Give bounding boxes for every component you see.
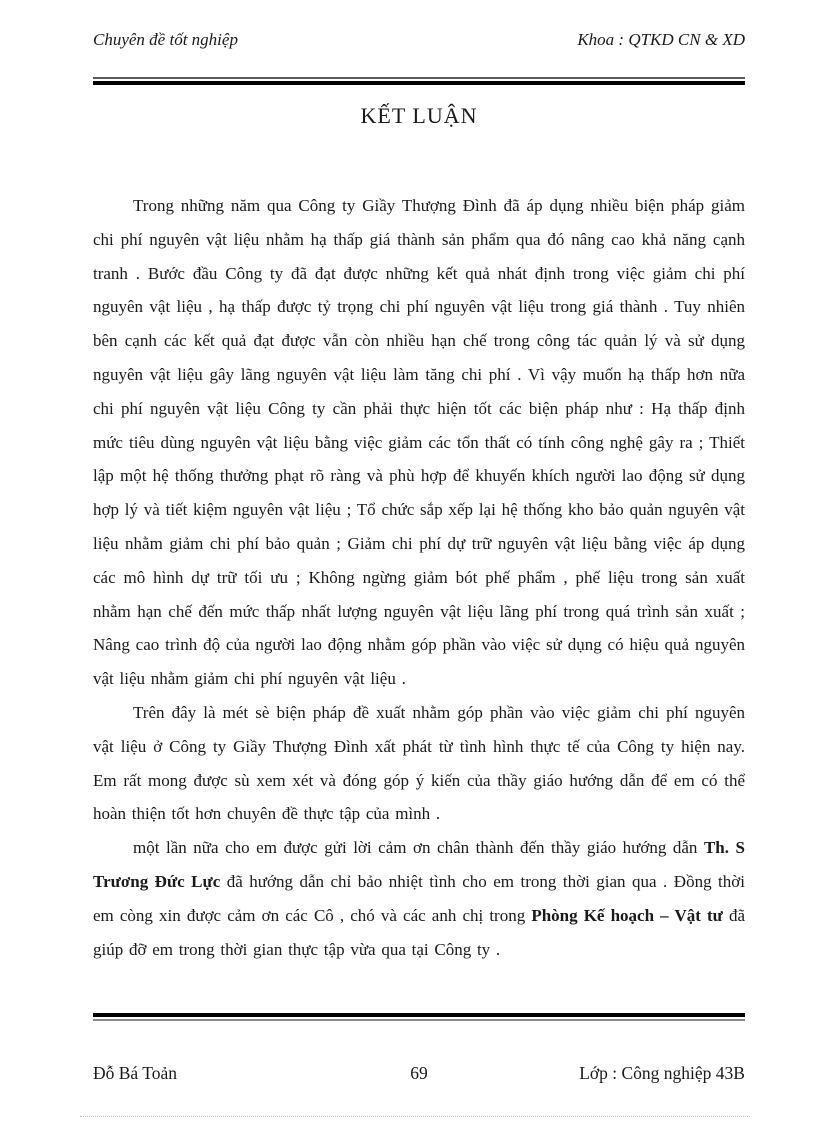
text-segment: một lần nữa cho em được gửi lời cảm ơn chân thành đến thầy giáo hướng dẫn bbox=[133, 838, 704, 858]
bold-text-segment: Phòng Kế hoạch – Vật tư bbox=[531, 905, 723, 925]
page-content bbox=[93, 0, 745, 966]
header-left-text: Chuyên đề tốt nghiệp bbox=[93, 30, 238, 49]
footer-rule bbox=[93, 1013, 745, 1021]
page-header bbox=[93, 30, 745, 50]
footer-page-number: 69 bbox=[410, 1063, 428, 1083]
bottom-edge-line bbox=[80, 1116, 750, 1117]
text-segment: Trên đây là mét sè biện pháp đề xuất nhằm góp phần vào việc giảm chi phí nguyên vật liệu ở Công ty Giầy Thượng Đình xất phát từ tình hình thực tế của Công ty hiện nay. Em rất mong được sù xem xét và đóng góp ý kiến của thầy giáo hướng dẫn để em có thể hoàn thiện tốt hơn chuyên đề thực tập của mình . bbox=[93, 702, 745, 824]
page-title: KẾT LUẬN bbox=[360, 103, 478, 128]
footer-row bbox=[93, 1063, 745, 1084]
text-segment: đã giúp đỡ em trong thời gian thực tập vừa qua tại Công ty . bbox=[93, 905, 745, 959]
document-body bbox=[93, 189, 745, 966]
body-paragraph bbox=[93, 831, 745, 966]
header-right-text: Khoa : QTKD CN & XD bbox=[577, 30, 745, 49]
page-footer bbox=[93, 1013, 745, 1084]
body-paragraph bbox=[93, 189, 745, 696]
text-segment: đã hướng dẫn chỉ bảo nhiệt tình cho em trong thời gian qua . Đồng thời em còng xin được cảm ơn các Cô , chó và các anh chị trong bbox=[93, 871, 745, 925]
footer-author: Đỗ Bá Toản bbox=[93, 1063, 177, 1083]
body-paragraph bbox=[93, 696, 745, 831]
bold-text-segment: Th. S Trương Đức Lực bbox=[93, 838, 745, 891]
text-segment: Trong những năm qua Công ty Giầy Thượng Đình đã áp dụng nhiều biện pháp giảm chi phí nguyên vật liệu nhằm hạ thấp giá thành sản phẩm qua đó nâng cao khả năng cạnh tranh . Bước đầu Công ty đã đạt được những kết quả nhát định trong việc giảm chi phí nguyên vật liệu , hạ thấp được tỷ trọng chi phí nguyên vật liệu trong giá thành . Tuy nhiên bên cạnh các kết quả đạt được vẫn còn nhiều hạn chế trong công tác quản lý và sử dụng nguyên vật liệu gây lãng nguyên vật liệu làm tăng chi phí . Vì vậy muốn hạ thấp hơn nữa chi phí nguyên vật liệu Công ty cần phải thực hiện tốt các biện pháp như : Hạ thấp định mức tiêu dùng nguyên vật liệu bằng việc giảm các tổn thất có tính công nghệ gây ra ; Thiết lập một hệ thống thưởng phạt rõ ràng và phù hợp để khuyến khích người lao động sử dụng hợp lý và tiết kiệm nguyên vật liệu ; Tổ chức sắp xếp lại hệ thống kho bảo quản nguyên vật liệu nhằm giảm chi phí bảo quản ; Giảm chi phí dự trữ nguyên vật liệu bằng việc áp dụng các mô hình dự trữ tối ưu ; Không ngừng giảm bót phế phẩm , phế liệu trong sản xuất nhằm hạn chế đến mức thấp nhất lượng nguyên vật liệu lãng phí trong quá trình sản xuất ; Nâng cao trình độ của người lao động nhằm góp phần vào việc sử dụng có hiệu quả nguyên vật liệu nhằm giảm chi phí nguyên vật liệu . bbox=[93, 196, 745, 689]
footer-class-label: Lớp : Công nghiệp 43B bbox=[579, 1063, 745, 1083]
header-rule bbox=[93, 77, 745, 85]
